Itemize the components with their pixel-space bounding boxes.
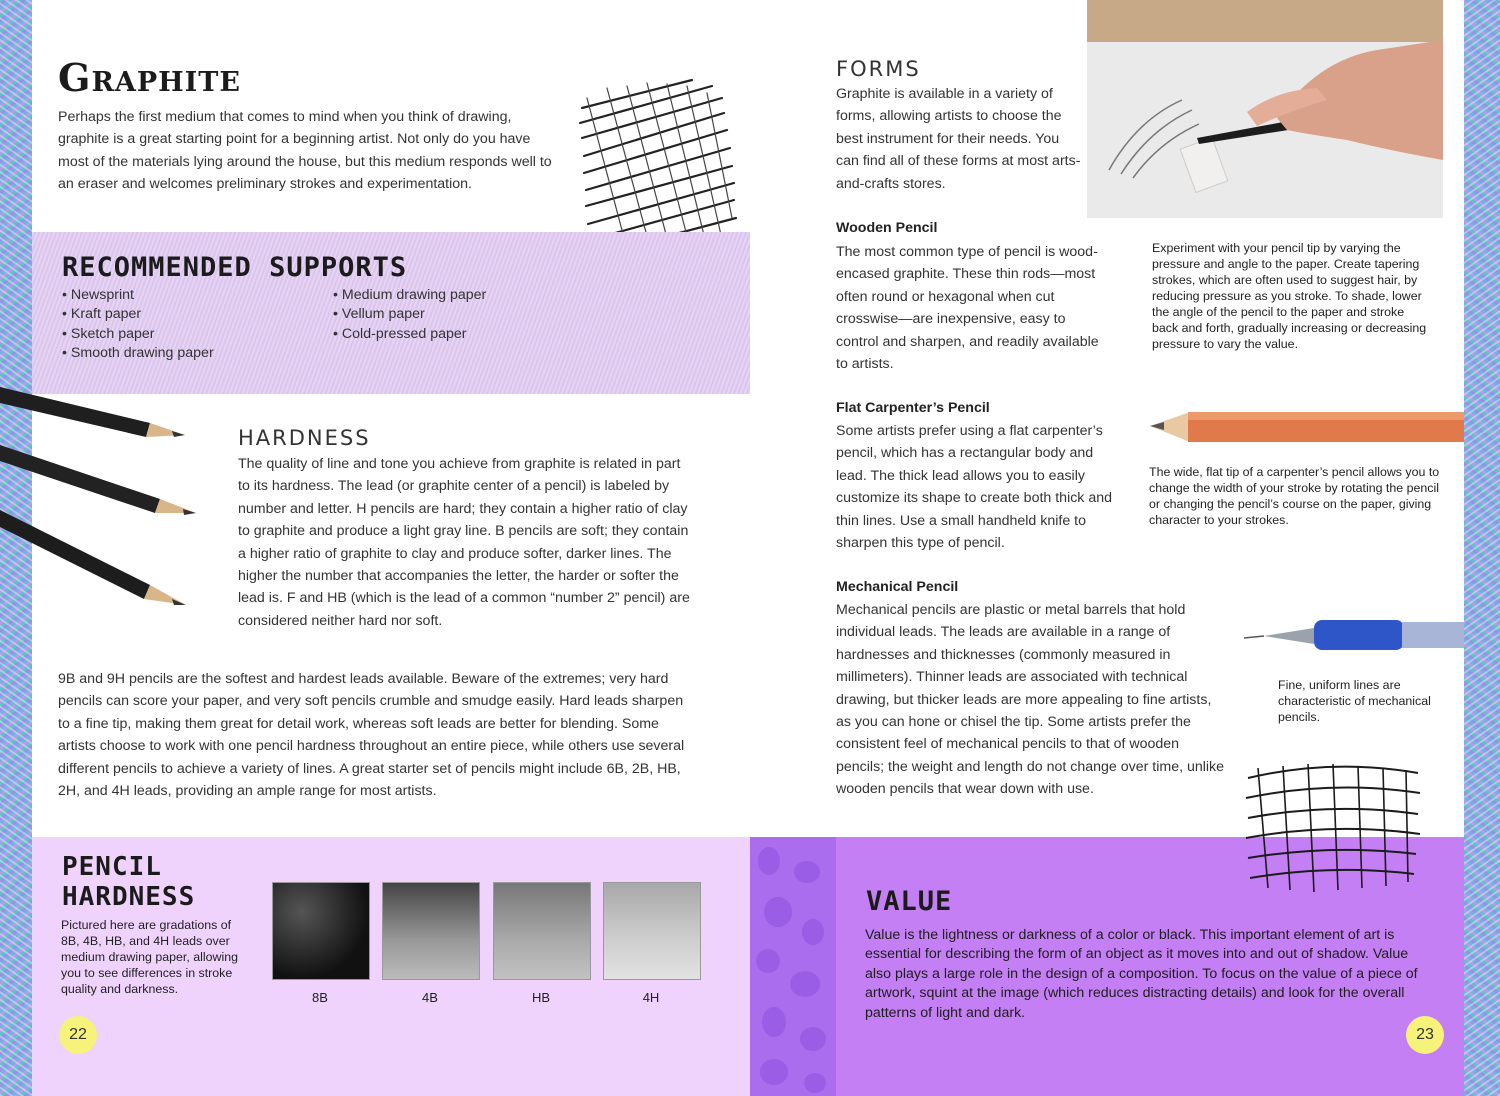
crosshatch-scribble-image xyxy=(1238,758,1428,896)
mechanical-pencil-heading: Mechanical Pencil xyxy=(836,579,959,595)
value-pattern-strip xyxy=(750,837,836,1096)
supports-list-col2 xyxy=(333,286,486,344)
forms-text: Graphite is available in a variety of forms, allowing artists to choose the best instrument for their needs. You can find all of these forms at most arts-and-crafts stores. xyxy=(836,86,1081,192)
recommended-supports-title: RECOMMENDED SUPPORTS xyxy=(62,252,408,283)
wooden-pencil-text: The most common type of pencil is wood-encased graphite. These thin rods—most often round or hexagonal when cut crosswise—are inexpensive, easy to control and sharpen, and readily available to artists. xyxy=(836,244,1099,373)
value-text: Value is the lightness or darkness of a color or black. This important element of art is essential for describing the form of an object as it moves into and out of shadow. Value also plays a large role in the design of a composition. To focus on the value of a piece of artwork, squint at the image (which reduces distracting details) and look for the overall patterns of light and dark. xyxy=(865,927,1418,1021)
swatch-8b xyxy=(272,882,370,980)
pencils-image xyxy=(0,375,200,625)
flat-pencil-heading: Flat Carpenter’s Pencil xyxy=(836,400,990,416)
hand-drawing-photo xyxy=(1087,0,1443,218)
mechanical-pencil-image xyxy=(1244,606,1464,662)
flat-pencil-text: Some artists prefer using a flat carpenter’s pencil, which has a rectangular body and lead. The thick lead allows you to easily customize its shape to create both thick and thin lines. Use a small handheld knife to sharpen this type of pencil. xyxy=(836,423,1113,552)
value-title: VALUE xyxy=(866,886,953,917)
hardness-text: The quality of line and tone you achieve from graphite is related in part to its hardness. The lead (or graphite center of a pencil) is labeled by number and letter. H pencils are hard; they contain a higher ratio of clay to graphite and produce a light gray line. B pencils are soft; they contain a higher ratio of graphite to clay and produce softer, darker lines. The higher the number that accompanies the letter, the harder or softer the lead is. F and HB (which is the lead of a common “number 2” pencil) are considered neither hard nor soft. xyxy=(238,456,690,629)
swatch-label-4h: 4H xyxy=(642,990,660,1005)
graphite-intro: Perhaps the first medium that comes to mind when you think of drawing, graphite is a great starting point for a beginning artist. Not only do you have most of the materials lying around the house, but this medium responds well to an eraser and welcomes preliminary strokes and experimentation. xyxy=(58,109,552,193)
list-item: • Vellum paper xyxy=(333,305,486,324)
list-item: • Sketch paper xyxy=(62,325,214,344)
list-item: • Kraft paper xyxy=(62,305,214,324)
carpenter-pencil-image xyxy=(1150,408,1464,446)
mechanical-caption: Fine, uniform lines are characteristic of mechanical pencils. xyxy=(1278,678,1431,724)
extremes-text: 9B and 9H pencils are the softest and hardest leads available. Beware of the extremes; very hard pencils can score your paper, and very soft pencils crumble and smudge easily. Hard leads sharpen to a fine tip, making them great for detail work, whereas soft leads are better for blending. Some artists choose to work with one pencil hardness throughout an entire piece, while others use several different pencils to achieve a variety of lines. A great starter set of pencils might include 6B, 2B, HB, 2H, and 4H leads, providing an ample range for most artists. xyxy=(58,671,685,800)
pencil-hardness-title-line2: HARDNESS xyxy=(62,882,196,912)
swatch-4h xyxy=(603,882,701,980)
hardness-heading: HARDNESS xyxy=(238,426,371,450)
supports-list-col1 xyxy=(62,286,214,364)
swatch-label-4b: 4B xyxy=(422,990,438,1005)
swatch-label-hb: HB xyxy=(531,990,551,1005)
carpenter-caption: The wide, flat tip of a carpenter’s pencil allows you to change the width of your stroke by rotating the pencil or changing the pencil’s course on the paper, giving character to your strokes. xyxy=(1149,465,1440,527)
pencil-hardness-title xyxy=(62,852,195,912)
list-item: • Smooth drawing paper xyxy=(62,344,214,363)
pencil-hardness-title-line1: PENCIL xyxy=(62,852,162,882)
mechanical-pencil-text: Mechanical pencils are plastic or metal barrels that hold individual leads. The leads are available in a range of hardnesses and thicknesses (commonly measured in millimeters). Thinner leads are associated with technical drawing, but thicker leads are more appealing to fine artists, as you can hone or chisel the tip. Some artists prefer the consistent feel of mechanical pencils to that of wooden pencils; the weight and length do not change over time, unlike wooden pencils that wear down with use. xyxy=(836,602,1225,798)
pencil-hardness-caption: Pictured here are gradations of 8B, 4B, HB, and 4H leads over medium drawing paper, allowing you to see differences in stroke quality and darkness. xyxy=(61,918,239,996)
list-item: • Cold-pressed paper xyxy=(333,325,486,344)
tip-caption: Experiment with your pencil tip by varying the pressure and angle to the paper. Create tapering strokes, which are often used to suggest hair, by reducing pressure as you stroke. To shade, lower the angle of the pencil to the paper and stroke back and forth, gradually increasing or decreasing pressure to vary the value. xyxy=(1152,241,1427,351)
page-number-right: 23 xyxy=(1406,1016,1444,1054)
swatch-hb xyxy=(493,882,591,980)
list-item: • Newsprint xyxy=(62,286,214,305)
page-number-left: 22 xyxy=(59,1016,97,1054)
graphite-title: Graphite xyxy=(58,55,241,100)
wooden-pencil-heading: Wooden Pencil xyxy=(836,220,938,236)
swatch-label-8b: 8B xyxy=(312,990,328,1005)
swatch-4b xyxy=(382,882,480,980)
decorative-border-right xyxy=(1464,0,1500,1096)
forms-heading: FORMS xyxy=(836,57,921,81)
list-item: • Medium drawing paper xyxy=(333,286,486,305)
